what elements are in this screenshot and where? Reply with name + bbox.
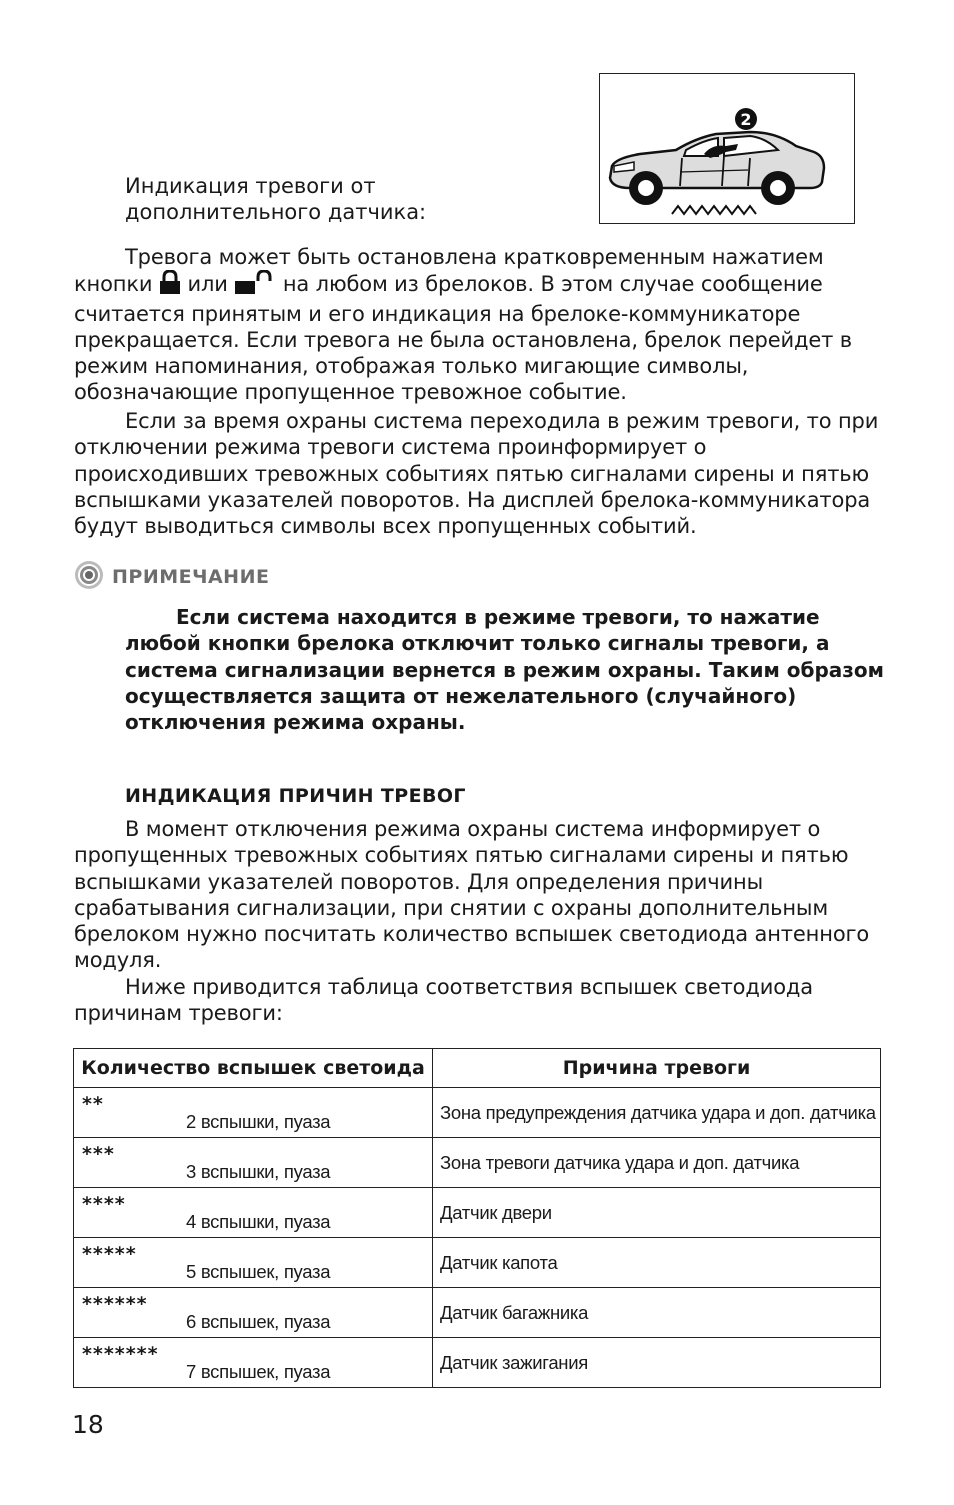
table-row (74, 1138, 881, 1188)
stars-symbol: ** (82, 1093, 104, 1115)
table-row (74, 1338, 881, 1388)
lock-closed-icon (159, 270, 181, 300)
alarm-reason: Зона предупреждения датчика удара и доп. датчика (440, 1101, 876, 1123)
alarm-reason: Датчик капота (440, 1251, 558, 1273)
paragraph-text: кнопки (74, 272, 153, 297)
note-body (125, 604, 885, 735)
table-row (74, 1188, 881, 1238)
paragraph-text: В момент отключения режима охраны система информирует о пропущенных тревожных событиях пятью сигналами сирены и пятью вспышками указателей поворотов. Для определения причины срабатывания сигнализации, при снятии с охраны дополнительным брелоком нужно посчитать количество вспышек светодиода антенного модуля. (74, 817, 870, 973)
page-number: 18 (72, 1410, 104, 1439)
section-title: ИНДИКАЦИЯ ПРИЧИН ТРЕВОГ (125, 785, 466, 807)
paragraph-text: Ниже приводится таблица соответствия вспышек светодиода причинам тревоги: (74, 975, 814, 1026)
note-text: Если система находится в режиме тревоги, то нажатие любой кнопки брелока отключит только сигналы тревоги, а система сигнализации вернется в режим охраны. Таким образом осуществляется защита от нежелательного (случайного) отключения режима охраны. (125, 605, 884, 735)
paragraph-alarm-stop (74, 244, 884, 406)
column-header-reason: Причина тревоги (433, 1049, 881, 1088)
section-paragraph-1 (74, 816, 884, 974)
table-row (74, 1288, 881, 1338)
paragraph-alarm-info (74, 408, 884, 539)
car-alarm-figure (599, 73, 855, 224)
paragraph-rest: считается принятым и его индикация на брелоке-коммуникаторе прекращается. Если тревога не была остановлена, брелок перейдет в режим напоминания, отображая только мигающие символы, обозначающие пропущенное тревожное событие. (74, 301, 852, 405)
alarm-reason: Датчик двери (440, 1201, 552, 1223)
lock-open-icon (234, 270, 276, 300)
stars-symbol: ******* (82, 1343, 159, 1365)
figure-badge: 2 (740, 110, 752, 129)
flash-count: 4 вспышки, пуаза (186, 1211, 331, 1232)
stars-symbol: **** (82, 1193, 126, 1215)
paragraph-text: на любом из брелоков. В этом случае сообщение (282, 272, 823, 297)
flash-count: 7 вспышек, пуаза (186, 1361, 331, 1382)
alarm-reason: Датчик багажника (440, 1301, 589, 1323)
alarm-cause-table (73, 1048, 881, 1388)
alarm-reason: Зона тревоги датчика удара и доп. датчика (440, 1151, 800, 1173)
note-header (74, 562, 269, 592)
stars-symbol: ***** (82, 1243, 137, 1265)
paragraph-text: или (187, 272, 228, 297)
note-icon (74, 560, 104, 594)
table-header-row (74, 1049, 881, 1088)
table-row (74, 1088, 881, 1138)
flash-count: 5 вспышек, пуаза (186, 1261, 331, 1282)
flash-count: 6 вспышек, пуаза (186, 1311, 331, 1332)
alarm-reason: Датчик зажигания (440, 1351, 588, 1373)
note-title: ПРИМЕЧАНИЕ (112, 566, 270, 588)
paragraph-text: Если за время охраны система переходила в режим тревоги, то при отключении режима тревоги система проинформирует о происходивших тревожных событиях пятью сигналами сирены и пятью вспышками указателей поворотов. На дисплей брелока-коммуникатора будут выводиться символы всех пропущенных событий. (74, 409, 879, 539)
stars-symbol: *** (82, 1143, 115, 1165)
figure-caption (125, 173, 426, 225)
caption-line-2: дополнительного датчика: (125, 200, 427, 224)
caption-line-1: Индикация тревоги от (125, 174, 376, 198)
table-row (74, 1238, 881, 1288)
car-icon (600, 74, 853, 222)
flash-count: 2 вспышки, пуаза (186, 1111, 331, 1132)
column-header-flash-count: Количество вспышек светоида (74, 1049, 433, 1088)
flash-count: 3 вспышки, пуаза (186, 1161, 331, 1182)
section-paragraph-2 (74, 974, 884, 1027)
stars-symbol: ****** (82, 1293, 148, 1315)
paragraph-line-with-icons (74, 270, 884, 300)
paragraph-line: Тревога может быть остановлена кратковременным нажатием (125, 245, 824, 269)
